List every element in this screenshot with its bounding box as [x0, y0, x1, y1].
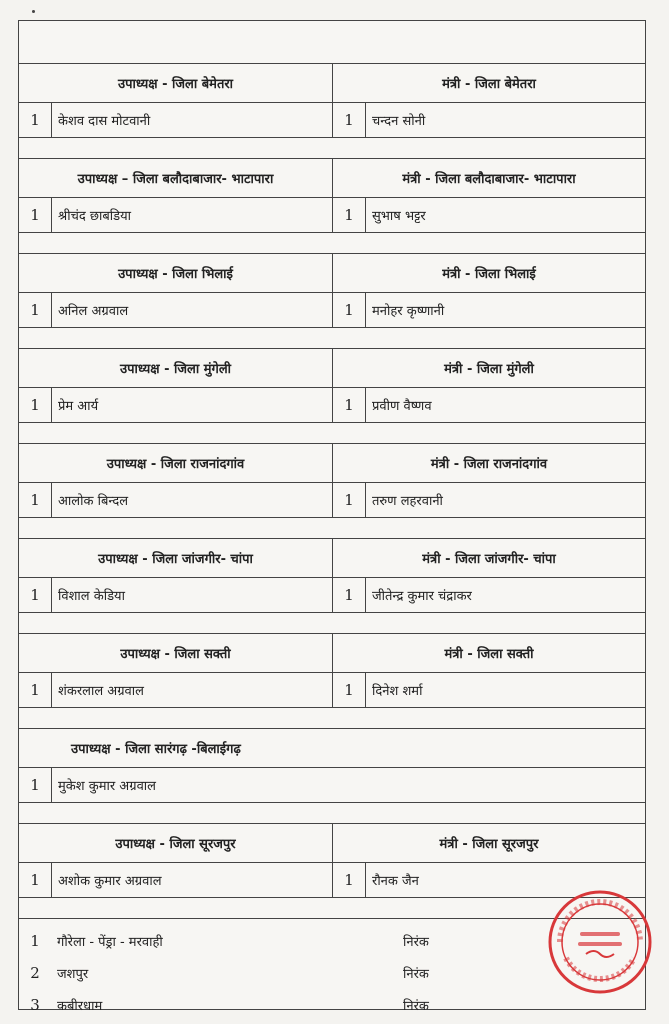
entry-number: 1 — [344, 871, 354, 889]
seal-signature-mark — [586, 951, 614, 957]
entry-name: श्रीचंद छाबडिया — [51, 198, 332, 232]
section-header-row — [19, 159, 645, 198]
entry-number: 1 — [30, 206, 40, 224]
vice-president-entry — [19, 768, 645, 802]
district-section — [19, 254, 645, 349]
status-text: निरंक — [403, 967, 429, 982]
entry-number: 1 — [344, 301, 354, 319]
entry-number: 1 — [30, 776, 40, 794]
scan-speck — [32, 10, 35, 13]
vice-president-header: उपाध्यक्ष - जिला सारंगढ़ -बिलाईगढ़ — [71, 742, 241, 757]
district-name: गौरेला - पेंड्रा - मरवाही — [57, 935, 163, 950]
minister-header: मंत्री - जिला बलौदाबाजार- भाटापारा — [332, 159, 645, 197]
minister-entry — [332, 673, 645, 707]
minister-header: मंत्री - जिला राजनांदगांव — [332, 444, 645, 482]
entry-name: विशाल केडिया — [51, 578, 332, 612]
entry-name: रौनक जैन — [365, 863, 645, 897]
entry-number: 1 — [344, 396, 354, 414]
entry-name: दिनेश शर्मा — [365, 673, 645, 707]
district-section — [19, 349, 645, 444]
section-spacer — [19, 138, 645, 158]
section-spacer — [19, 803, 645, 823]
district-name: जशपुर — [57, 967, 89, 982]
section-spacer — [19, 423, 645, 443]
minister-entry — [332, 293, 645, 327]
section-spacer — [19, 613, 645, 633]
entry-number: 1 — [30, 681, 40, 699]
entry-name: मनोहर कृष्णानी — [365, 293, 645, 327]
entry-name: तरुण लहरवानी — [365, 483, 645, 517]
entry-number: 1 — [30, 871, 40, 889]
list-number: 1 — [30, 932, 40, 950]
entry-number: 1 — [30, 491, 40, 509]
top-blank-row — [19, 21, 645, 64]
vice-president-entry — [19, 578, 332, 612]
entry-row — [19, 483, 645, 518]
minister-entry — [332, 198, 645, 232]
document-table — [18, 20, 646, 1014]
entry-number: 1 — [344, 491, 354, 509]
entry-name: सुभाष भट्टर — [365, 198, 645, 232]
section-spacer — [19, 233, 645, 253]
district-name: कबीरधाम — [57, 999, 103, 1014]
section-spacer — [19, 328, 645, 348]
entry-number: 1 — [344, 111, 354, 129]
vice-president-entry — [19, 198, 332, 232]
district-section — [19, 159, 645, 254]
vice-president-header: उपाध्यक्ष – जिला बलौदाबाजार- भाटापारा — [77, 172, 274, 187]
entry-row — [19, 673, 645, 708]
district-section — [19, 444, 645, 539]
entry-name: केशव दास मोटवानी — [51, 103, 332, 137]
seal-center-mark — [578, 942, 622, 946]
minister-header: मंत्री - जिला मुंगेली — [332, 349, 645, 387]
minister-entry — [332, 483, 645, 517]
minister-header: मंत्री - जिला जांजगीर- चांपा — [332, 539, 645, 577]
entry-name: मुकेश कुमार अग्रवाल — [51, 768, 645, 802]
district-section — [19, 634, 645, 729]
vice-president-header: उपाध्यक्ष - जिला जांजगीर- चांपा — [98, 552, 253, 567]
official-seal-stamp — [546, 888, 654, 996]
seal-center-mark — [580, 932, 620, 936]
minister-header: मंत्री - जिला भिलाई — [332, 254, 645, 292]
vice-president-entry — [19, 293, 332, 327]
vice-president-header: उपाध्यक्ष - जिला भिलाई — [118, 267, 233, 282]
minister-header: मंत्री - जिला बेमेतरा — [332, 64, 645, 102]
section-header-row — [19, 349, 645, 388]
vice-president-header: उपाध्यक्ष - जिला राजनांदगांव — [106, 457, 245, 472]
entry-number: 1 — [344, 681, 354, 699]
vice-president-entry — [19, 103, 332, 137]
section-sarangarh — [19, 729, 645, 824]
section-spacer — [19, 518, 645, 538]
minister-entry — [332, 388, 645, 422]
entry-name: अनिल अग्रवाल — [51, 293, 332, 327]
district-section — [19, 64, 645, 159]
vice-president-header: उपाध्यक्ष - जिला मुंगेली — [119, 362, 232, 377]
minister-entry — [332, 103, 645, 137]
entry-row — [19, 293, 645, 328]
entry-row — [19, 103, 645, 138]
status-text: निरंक — [403, 935, 429, 950]
section-header-row — [19, 824, 645, 863]
vice-president-entry — [19, 673, 332, 707]
entry-name: चन्दन सोनी — [365, 103, 645, 137]
section-header-row — [19, 729, 645, 768]
entry-row — [19, 578, 645, 613]
entry-number: 1 — [30, 586, 40, 604]
entry-number: 1 — [30, 111, 40, 129]
entry-name: जीतेन्द्र कुमार चंद्राकर — [365, 578, 645, 612]
entry-name: आलोक बिन्दल — [51, 483, 332, 517]
list-number: 2 — [30, 964, 40, 982]
list-number: 3 — [30, 996, 40, 1014]
district-section — [19, 539, 645, 634]
entry-row — [19, 388, 645, 423]
section-spacer — [19, 708, 645, 728]
seal-text-band-bottom — [566, 958, 634, 979]
vice-president-header: उपाध्यक्ष - जिला बेमेतरा — [117, 77, 234, 92]
entry-name: प्रवीण वैष्णव — [365, 388, 645, 422]
minister-header: मंत्री - जिला सक्ती — [332, 634, 645, 672]
minister-entry — [332, 578, 645, 612]
entry-number: 1 — [30, 301, 40, 319]
entry-name: शंकरलाल अग्रवाल — [51, 673, 332, 707]
status-text: निरंक — [403, 999, 429, 1014]
entry-name: अशोक कुमार अग्रवाल — [51, 863, 332, 897]
entry-row — [19, 198, 645, 233]
entry-row — [19, 768, 645, 803]
section-header-row — [19, 64, 645, 103]
minister-header: मंत्री - जिला सूरजपुर — [332, 824, 645, 862]
section-header-row — [19, 254, 645, 293]
entry-number: 1 — [344, 206, 354, 224]
vice-president-header: उपाध्यक्ष - जिला सक्ती — [120, 647, 231, 662]
entry-number: 1 — [344, 586, 354, 604]
vice-president-entry — [19, 388, 332, 422]
vice-president-header: उपाध्यक्ष - जिला सूरजपुर — [115, 837, 236, 852]
section-header-row — [19, 634, 645, 673]
section-header-row — [19, 539, 645, 578]
entry-number: 1 — [30, 396, 40, 414]
district-sections — [19, 64, 645, 729]
vice-president-entry — [19, 863, 332, 897]
entry-name: प्रेम आर्य — [51, 388, 332, 422]
section-header-row — [19, 444, 645, 483]
vice-president-entry — [19, 483, 332, 517]
